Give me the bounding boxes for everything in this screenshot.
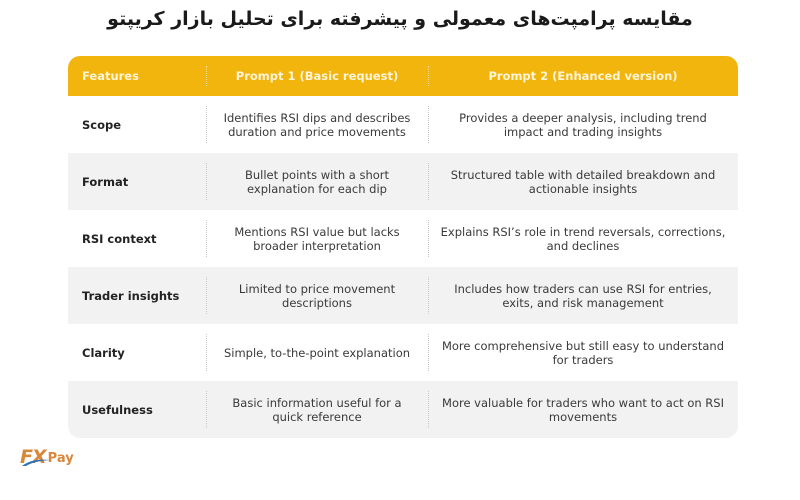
table-row	[68, 324, 738, 381]
prompt1-cell: Simple, to-the-point explanation	[206, 324, 428, 381]
feature-cell: Usefulness	[82, 402, 153, 417]
comparison-table	[68, 56, 738, 438]
logo-pay-text: Pay	[47, 451, 74, 466]
logo-fx-text: FX	[20, 446, 46, 468]
prompt2-cell: Explains RSI’s role in trend reversals, corrections, and declines	[428, 210, 738, 267]
feature-cell: Format	[82, 174, 129, 189]
table-row	[68, 96, 738, 153]
table-row	[68, 153, 738, 210]
fxpay-logo-icon	[20, 446, 46, 468]
prompt2-cell: Provides a deeper analysis, including trend impact and trading insights	[428, 96, 738, 153]
table-row	[68, 267, 738, 324]
prompt2-cell: More comprehensive but still easy to understand for traders	[428, 324, 738, 381]
prompt2-cell: Structured table with detailed breakdown and actionable insights	[428, 153, 738, 210]
prompt1-cell: Basic information useful for a quick reference	[206, 381, 428, 438]
swoosh-icon	[22, 458, 50, 466]
table-row	[68, 210, 738, 267]
fxpay-logo	[20, 446, 74, 468]
feature-cell: RSI context	[82, 231, 157, 246]
feature-cell: Scope	[82, 117, 122, 132]
prompt1-cell: Mentions RSI value but lacks broader interpretation	[206, 210, 428, 267]
table-header-row	[68, 56, 738, 96]
prompt1-cell: Bullet points with a short explanation for each dip	[206, 153, 428, 210]
header-prompt2: Prompt 2 (Enhanced version)	[428, 56, 738, 96]
table-row	[68, 381, 738, 438]
header-prompt1: Prompt 1 (Basic request)	[206, 56, 428, 96]
page-title: مقایسه پرامپت‌های معمولی و پیشرفته برای تحلیل بازار کریپتو	[107, 8, 693, 30]
prompt2-cell: Includes how traders can use RSI for entries, exits, and risk management	[428, 267, 738, 324]
prompt1-cell: Limited to price movement descriptions	[206, 267, 428, 324]
feature-cell: Clarity	[82, 345, 125, 360]
header-features: Features	[82, 69, 139, 83]
prompt2-cell: More valuable for traders who want to act on RSI movements	[428, 381, 738, 438]
prompt1-cell: Identifies RSI dips and describes duration and price movements	[206, 96, 428, 153]
feature-cell: Trader insights	[82, 288, 180, 303]
